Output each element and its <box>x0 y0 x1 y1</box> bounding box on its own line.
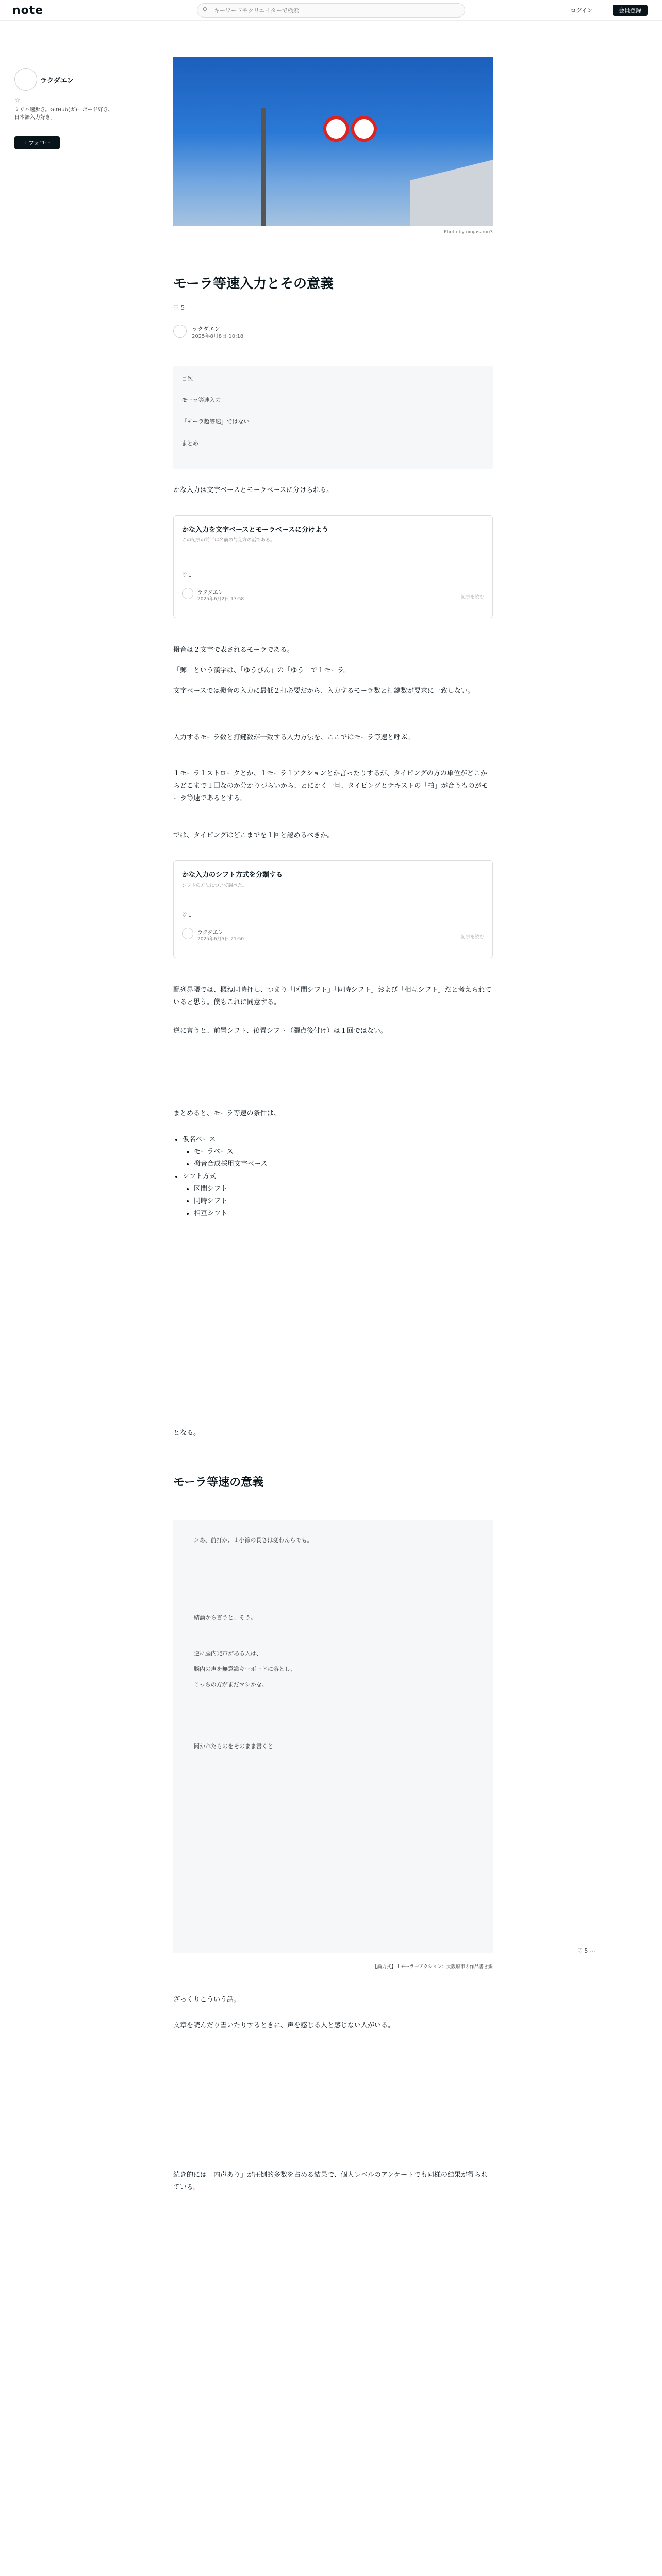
card-date: 2025年6月5日 21:50 <box>197 937 244 942</box>
card-like-count: ♡ 1 <box>182 572 192 578</box>
note-logo[interactable]: note <box>12 4 44 17</box>
card-title[interactable]: かな入力のシフト方式を分類する <box>182 871 283 879</box>
search-icon: ⚲ <box>203 6 207 13</box>
embed-card[interactable] <box>173 860 493 958</box>
list-item: • 区間シフト <box>194 1183 503 1195</box>
hero-photo-illustration <box>173 57 493 226</box>
paragraph: 撥音は２文字で表されるモーラである。 <box>173 646 294 654</box>
card-read-link[interactable]: 記事を読む <box>460 595 484 600</box>
search-input[interactable] <box>214 6 456 15</box>
quote-line: 結論から言うと、そう。 <box>194 1614 256 1621</box>
list-item: • 同時シフト <box>194 1195 503 1208</box>
paragraph: では、タイピングはどこまでを１回と認めるべきか。 <box>173 832 334 839</box>
toc-item[interactable]: まとめ <box>181 440 198 447</box>
sidebar-bio: ミリハ速歩き。GitHub(ガ)—ボード好き、日本語入力好き。 <box>14 107 113 121</box>
list-item: • シフト方式 • 区間シフト • 同時シフト • 相互シフト <box>183 1171 492 1220</box>
paragraph: 文章を読んだり書いたりするときに、声を感じる人と感じない人がいる。 <box>173 2022 395 2029</box>
card-excerpt: この記事の前半は名前の与え方の話である。 <box>182 538 275 543</box>
quote-line: こっちの方がまだマシかな。 <box>194 1681 268 1688</box>
building <box>410 160 493 226</box>
section-heading: モーラ等速の意義 <box>173 1476 264 1489</box>
paragraph: 「郵」という漢字は、「ゆうびん」の「ゆう」で１モーラ。 <box>173 667 350 674</box>
paragraph: 入力するモーラ数と打鍵数が一致する入力方法を、ここではモーラ等速と呼ぶ。 <box>173 734 415 741</box>
reaction-bar[interactable]: ♡ 5 ⋯ <box>577 1947 595 1954</box>
author-name[interactable]: ラクダエン <box>192 326 220 332</box>
toc-item[interactable]: モーラ等速入力 <box>181 397 221 403</box>
star-icon: ☆ <box>14 97 21 105</box>
quote-line: 逆に脳内発声がある人は、 <box>194 1650 262 1657</box>
heart-icon: ♡ <box>173 304 181 311</box>
post-date: 2025年8月8日 10:18 <box>192 334 244 340</box>
login-button[interactable]: ログイン <box>563 5 600 16</box>
sidebar-username[interactable]: ラクダエン <box>40 77 74 85</box>
author-avatar[interactable] <box>173 325 187 338</box>
quote-line: 聞かれたものをそのまま書くと <box>194 1743 273 1750</box>
paragraph: 文字ベースでは撥音の入力に最低２打必要だから、入力するモーラ数と打鍵数が要求に一致しない。 <box>173 687 474 695</box>
list-item: • 撥音合成採用文字ベース <box>194 1158 503 1171</box>
follow-button[interactable]: + フォロー <box>14 136 60 149</box>
card-avatar <box>182 588 193 599</box>
speed-sign <box>353 117 375 140</box>
toc-item[interactable]: 「モーラ超等速」ではない <box>181 418 250 425</box>
article-title: モーラ等速入力とその意義 <box>173 276 334 292</box>
paragraph: １モーラ１ストロークとか、１モーラ１アクションとか言ったりするが、タイピングの方の単位がどこからどこまで１回なのか分かりづらいから、とにかく一旦、タイピングとテキストの「拍」が合うものがモーラ等速であるとする。 <box>173 770 488 802</box>
signup-button[interactable]: 会員登録 <box>613 5 648 16</box>
paragraph: 逆に言うと、前置シフト、後置シフト（濁点後付け）は１回ではない。 <box>173 1027 387 1035</box>
card-read-link[interactable]: 記事を読む <box>460 935 484 940</box>
quote-line: 脳内の声を無意識キーボードに落とし、 <box>194 1666 296 1672</box>
quote-line: ＞あ、前打か、１小節の長さは変わんらでも。 <box>194 1537 313 1544</box>
toc-heading: 目次 <box>181 375 193 382</box>
card-excerpt: シフトの方法について調べた。 <box>182 883 247 888</box>
hero-image <box>173 57 493 226</box>
list-item: • 相互シフト <box>194 1208 503 1220</box>
card-like-count: ♡ 1 <box>182 912 192 918</box>
header <box>0 0 662 21</box>
paragraph: 続き的には「内声あり」が圧倒的多数を占める結果で、個人レベルのアンケートでも同様の結果が得られている。 <box>173 2171 488 2191</box>
card-author: ラクダエン <box>197 930 223 936</box>
quote-citation[interactable]: 【論力式】１モーラ一アクション：大阪府市の作品書き線 <box>372 1964 493 1970</box>
paragraph: 配列界隈では、概ね同時押し、つまり「区間シフト」「同時シフト」および「相互シフト」だと考えられていると思う。僕もこれに同意する。 <box>173 986 492 1006</box>
table-of-contents <box>173 366 493 469</box>
card-title[interactable]: かな入力を文字ベースとモーラベースに分けよう <box>182 526 329 534</box>
blockquote <box>173 1520 493 1953</box>
speed-sign <box>325 117 347 140</box>
condition-list <box>183 1133 492 1220</box>
embed-card[interactable] <box>173 515 493 618</box>
heart-icon: ♡ <box>182 572 189 578</box>
paragraph: まとめると、モーラ等速の条件は、 <box>173 1110 280 1117</box>
photo-credit[interactable]: Photo by ninjasamu3 <box>444 230 493 235</box>
card-avatar <box>182 928 193 939</box>
paragraph: ざっくりこういう話。 <box>173 1996 241 2004</box>
list-item: • 仮名ベース • モーラベース • 撥音合成採用文字ベース <box>183 1133 492 1171</box>
paragraph: かな入力は文字ベースとモーラベースに分けられる。 <box>173 486 334 494</box>
search-bar[interactable] <box>197 3 465 18</box>
paragraph: となる。 <box>173 1429 201 1437</box>
avatar[interactable] <box>14 68 37 91</box>
heart-icon: ♡ <box>182 912 189 918</box>
card-author: ラクダエン <box>197 590 223 596</box>
card-date: 2025年6月2日 17:58 <box>197 597 244 602</box>
list-item: • モーラベース <box>194 1146 503 1158</box>
like-count[interactable]: ♡ 5 <box>173 304 185 311</box>
